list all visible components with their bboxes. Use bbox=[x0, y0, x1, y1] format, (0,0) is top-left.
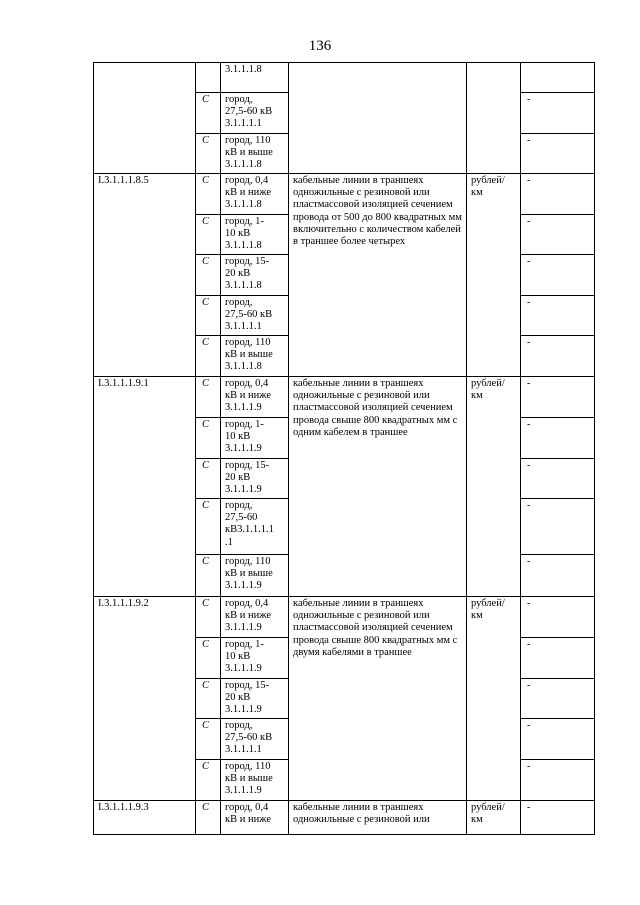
voltage-location-cell: город, 1- 10 кВ 3.1.1.1.9 bbox=[221, 638, 289, 679]
category-code-cell bbox=[196, 63, 221, 93]
description-cell bbox=[289, 63, 467, 174]
category-code-cell: С bbox=[196, 801, 221, 835]
category-code-cell: С bbox=[196, 215, 221, 255]
voltage-location-cell: город, 27,5-60 кВ 3.1.1.1.1 bbox=[221, 719, 289, 760]
category-code-cell: С bbox=[196, 719, 221, 760]
table-row bbox=[94, 377, 595, 418]
value-cell: - bbox=[521, 801, 595, 835]
value-cell: - bbox=[521, 719, 595, 760]
value-cell: - bbox=[521, 134, 595, 174]
indicator-code-cell bbox=[94, 63, 196, 174]
voltage-location-cell: город, 27,5-60 кВ 3.1.1.1.1 bbox=[221, 296, 289, 336]
description-cell: кабельные линии в траншеях одножильные с резиновой или пластмассовой изоляцией сечением провода от 500 до 800 квадратных мм включительно с количеством кабелей в траншее более четырех bbox=[289, 174, 467, 377]
voltage-location-cell: 3.1.1.1.8 bbox=[221, 63, 289, 93]
voltage-location-cell: город, 27,5-60 кВ3.1.1.1.1 .1 bbox=[221, 499, 289, 555]
category-code-cell: С bbox=[196, 377, 221, 418]
category-code-cell: С bbox=[196, 93, 221, 134]
unit-cell: рублей/ км bbox=[467, 174, 521, 377]
description-cell: кабельные линии в траншеях одножильные с резиновой или пластмассовой изоляцией сечением провода свыше 800 квадратных мм с одним кабелем в траншее bbox=[289, 377, 467, 597]
voltage-location-cell: город, 15- 20 кВ 3.1.1.1.9 bbox=[221, 679, 289, 719]
category-code-cell: С bbox=[196, 679, 221, 719]
value-cell: - bbox=[521, 555, 595, 597]
voltage-location-cell: город, 1- 10 кВ 3.1.1.1.9 bbox=[221, 418, 289, 459]
voltage-location-cell: город, 27,5-60 кВ 3.1.1.1.1 bbox=[221, 93, 289, 134]
page-number: 136 bbox=[308, 38, 332, 54]
value-cell: - bbox=[521, 418, 595, 459]
table-row bbox=[94, 597, 595, 638]
voltage-location-cell: город, 15- 20 кВ 3.1.1.1.9 bbox=[221, 459, 289, 499]
value-cell bbox=[521, 63, 595, 93]
voltage-location-cell: город, 110 кВ и выше 3.1.1.1.8 bbox=[221, 134, 289, 174]
category-code-cell: С bbox=[196, 638, 221, 679]
voltage-location-cell: город, 0,4 кВ и ниже bbox=[221, 801, 289, 835]
voltage-location-cell: город, 110 кВ и выше 3.1.1.1.8 bbox=[221, 336, 289, 377]
description-cell: кабельные линии в траншеях одножильные с резиновой или bbox=[289, 801, 467, 835]
unit-cell: рублей/ км bbox=[467, 377, 521, 597]
value-cell: - bbox=[521, 760, 595, 801]
category-code-cell: С bbox=[196, 134, 221, 174]
tariff-table-body bbox=[94, 63, 595, 835]
category-code-cell: С bbox=[196, 296, 221, 336]
value-cell: - bbox=[521, 93, 595, 134]
category-code-cell: С bbox=[196, 597, 221, 638]
value-cell: - bbox=[521, 336, 595, 377]
value-cell: - bbox=[521, 499, 595, 555]
category-code-cell: С bbox=[196, 555, 221, 597]
category-code-cell: С bbox=[196, 336, 221, 377]
indicator-code-cell: I.3.1.1.1.9.3 bbox=[94, 801, 196, 835]
unit-cell: рублей/ км bbox=[467, 801, 521, 835]
value-cell: - bbox=[521, 174, 595, 215]
table-row bbox=[94, 801, 595, 835]
table-row bbox=[94, 63, 595, 93]
category-code-cell: С bbox=[196, 499, 221, 555]
value-cell: - bbox=[521, 679, 595, 719]
value-cell: - bbox=[521, 597, 595, 638]
value-cell: - bbox=[521, 638, 595, 679]
value-cell: - bbox=[521, 255, 595, 296]
unit-cell: рублей/ км bbox=[467, 597, 521, 801]
value-cell: - bbox=[521, 215, 595, 255]
category-code-cell: С bbox=[196, 760, 221, 801]
indicator-code-cell: I.3.1.1.1.9.1 bbox=[94, 377, 196, 597]
voltage-location-cell: город, 15- 20 кВ 3.1.1.1.8 bbox=[221, 255, 289, 296]
category-code-cell: С bbox=[196, 459, 221, 499]
category-code-cell: С bbox=[196, 418, 221, 459]
category-code-cell: С bbox=[196, 255, 221, 296]
voltage-location-cell: город, 110 кВ и выше 3.1.1.1.9 bbox=[221, 555, 289, 597]
voltage-location-cell: город, 110 кВ и выше 3.1.1.1.9 bbox=[221, 760, 289, 801]
value-cell: - bbox=[521, 296, 595, 336]
indicator-code-cell: I.3.1.1.1.8.5 bbox=[94, 174, 196, 377]
value-cell: - bbox=[521, 377, 595, 418]
voltage-location-cell: город, 1- 10 кВ 3.1.1.1.8 bbox=[221, 215, 289, 255]
unit-cell bbox=[467, 63, 521, 174]
description-cell: кабельные линии в траншеях одножильные с резиновой или пластмассовой изоляцией сечением провода свыше 800 квадратных мм с двумя кабелями в траншее bbox=[289, 597, 467, 801]
category-code-cell: С bbox=[196, 174, 221, 215]
voltage-location-cell: город, 0,4 кВ и ниже 3.1.1.1.9 bbox=[221, 377, 289, 418]
table-row bbox=[94, 174, 595, 215]
voltage-location-cell: город, 0,4 кВ и ниже 3.1.1.1.9 bbox=[221, 597, 289, 638]
indicator-code-cell: I.3.1.1.1.9.2 bbox=[94, 597, 196, 801]
value-cell: - bbox=[521, 459, 595, 499]
tariff-table bbox=[93, 62, 595, 835]
voltage-location-cell: город, 0,4 кВ и ниже 3.1.1.1.8 bbox=[221, 174, 289, 215]
